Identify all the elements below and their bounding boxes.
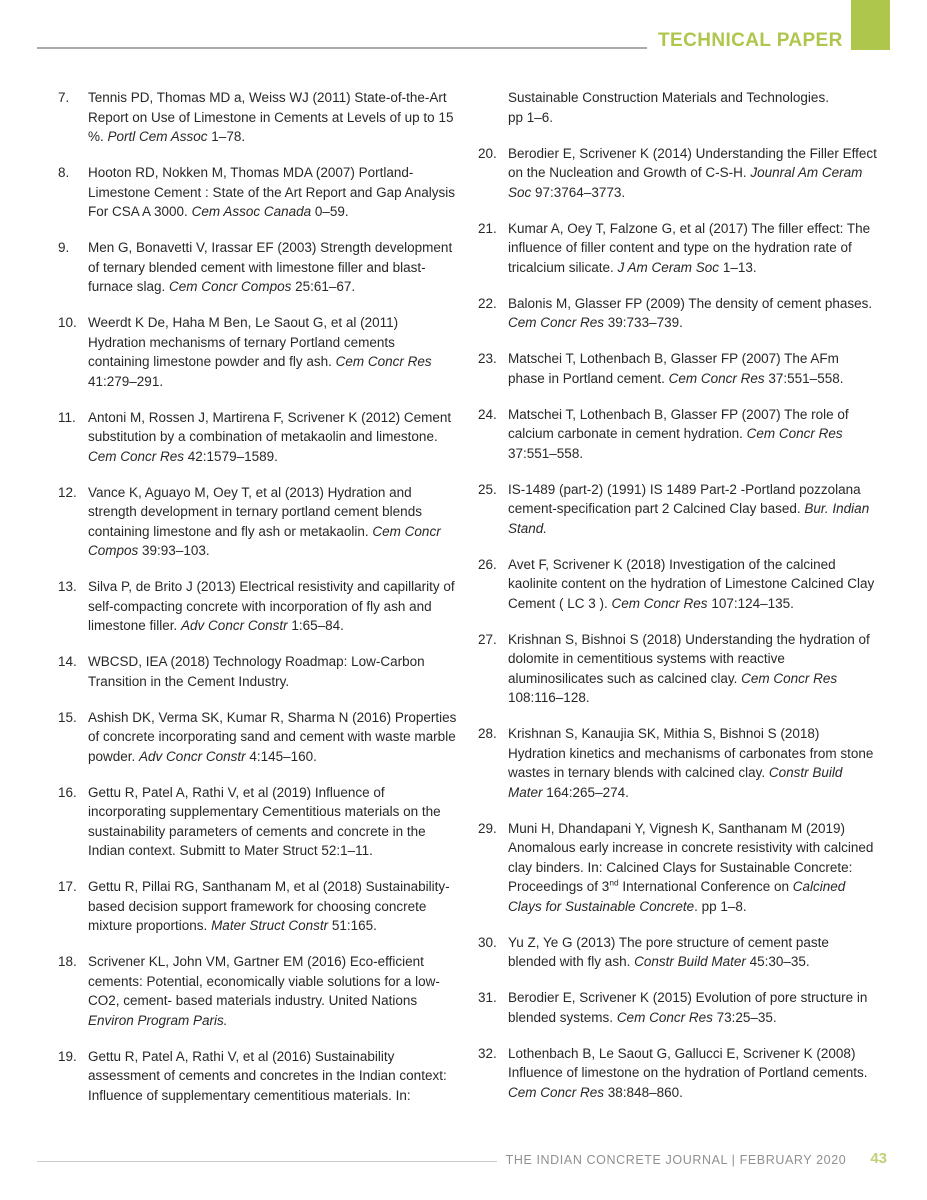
- reference-item: [58, 708, 458, 767]
- page-footer: [37, 1150, 890, 1167]
- reference-number: 32.: [478, 1045, 497, 1061]
- reference-text: Weerdt K De, Haha M Ben, Le Saout G, et al (2011) Hydration mechanisms of ternary Portland cements containing limestone powder and fly ash. Cem Concr Res 41:279–291.: [88, 315, 432, 389]
- header-accent-block: [851, 0, 890, 50]
- reference-item: [58, 483, 458, 561]
- reference-number: 17.: [58, 879, 77, 894]
- reference-number: 14.: [58, 654, 77, 669]
- reference-item: [478, 144, 878, 203]
- reference-number: 16.: [58, 784, 77, 800]
- reference-item: [478, 480, 878, 539]
- reference-text: WBCSD, IEA (2018) Technology Roadmap: Low-Carbon Transition in the Cement Industry.: [88, 654, 425, 689]
- reference-number: 11.: [58, 409, 76, 425]
- reference-text: Lothenbach B, Le Saout G, Gallucci E, Scrivener K (2008) Influence of limestone on the hydration of Portland cements. Cem Concr Res 38:848–860.: [508, 1045, 868, 1100]
- reference-item: [58, 577, 458, 636]
- reference-number: 22.: [478, 295, 497, 311]
- reference-text: Avet F, Scrivener K (2018) Investigation of the calcined kaolinite content on the hydration of Limestone Calcined Clay Cement ( LC 3 ). Cem Concr Res 107:124–135.: [508, 556, 875, 611]
- reference-item: [478, 555, 878, 614]
- reference-number: 8.: [58, 165, 70, 180]
- reference-number: 23.: [478, 351, 497, 366]
- reference-item: [478, 219, 878, 278]
- reference-text: Balonis M, Glasser FP (2009) The density of cement phases. Cem Concr Res 39:733–739.: [508, 295, 873, 330]
- reference-number: 31.: [478, 990, 497, 1005]
- reference-item: [478, 630, 878, 708]
- reference-number: 28.: [478, 726, 497, 741]
- reference-text: Tennis PD, Thomas MD a, Weiss WJ (2011) State-of-the-Art Report on Use of Limestone in Cements at Levels of up to 15 %. Portl Cem Assoc 1–78.: [88, 90, 454, 144]
- reference-item: [58, 652, 458, 691]
- reference-item: [58, 408, 458, 467]
- reference-text: Vance K, Aguayo M, Oey T, et al (2013) Hydration and strength development in ternary portland cement blends containing limestone and fly ash or metakaolin. Cem Concr Compos 39:93–103.: [88, 484, 441, 558]
- reference-item: [478, 724, 878, 802]
- reference-number: 24.: [478, 406, 497, 422]
- reference-text: Matschei T, Lothenbach B, Glasser FP (2007) The AFm phase in Portland cement. Cem Concr Res 37:551–558.: [508, 351, 844, 386]
- reference-item: [58, 1047, 458, 1106]
- reference-number: 20.: [478, 145, 497, 161]
- page-number: 43: [870, 1150, 887, 1167]
- reference-item: [58, 877, 458, 936]
- reference-text: Gettu R, Pillai RG, Santhanam M, et al (2018) Sustainability-based decision support framework for choosing concrete mixture proportions. Mater Struct Constr 51:165.: [88, 879, 450, 933]
- reference-number: 27.: [478, 631, 497, 647]
- reference-text: Berodier E, Scrivener K (2014) Understanding the Filler Effect on the Nucleation and Growth of C-S-H. Jounral Am Ceram Soc 97:3764–3773.: [508, 145, 877, 200]
- reference-item: [478, 405, 878, 464]
- reference-item: [478, 294, 878, 333]
- reference-text: Gettu R, Patel A, Rathi V, et al (2019) Influence of incorporating supplementary Cementitious materials on the sustainability parameters of cements and concrete in the Indian context. Submitt to Mater Struct 52:1–11.: [88, 784, 441, 858]
- reference-item: [478, 1044, 878, 1103]
- reference-number: [478, 88, 508, 127]
- reference-text: Matschei T, Lothenbach B, Glasser FP (2007) The role of calcium carbonate in cement hydration. Cem Concr Res 37:551–558.: [508, 406, 849, 461]
- reference-number: 9.: [58, 240, 70, 255]
- reference-text: Hooton RD, Nokken M, Thomas MDA (2007) Portland-Limestone Cement : State of the Art Report and Gap Analysis For CSA A 3000. Cem Assoc Canada 0–59.: [88, 165, 455, 219]
- reference-number: 30.: [478, 934, 497, 950]
- reference-text: Ashish DK, Verma SK, Kumar R, Sharma N (2016) Properties of concrete incorporating sand and cement with waste marble powder. Adv Concr Constr 4:145–160.: [88, 709, 457, 764]
- reference-number: 29.: [478, 820, 497, 836]
- reference-number: 12.: [58, 484, 77, 500]
- reference-text: Antoni M, Rossen J, Martirena F, Scrivener K (2012) Cement substitution by a combination of metakaolin and limestone. Cem Concr Res 42:1579–1589.: [88, 409, 452, 464]
- reference-number: 21.: [478, 220, 497, 236]
- reference-number: 7.: [58, 90, 70, 105]
- reference-text: Scrivener KL, John VM, Gartner EM (2016) Eco-efficient cements: Potential, economically viable solutions for a low-CO2, cement- based materials industry. United Nations Environ Program Paris.: [88, 954, 440, 1028]
- reference-text: Men G, Bonavetti V, Irassar EF (2003) Strength development of ternary blended cement with limestone filler and blast-furnace slag. Cem Concr Compos 25:61–67.: [88, 240, 453, 294]
- reference-item: [58, 163, 458, 222]
- reference-text: Kumar A, Oey T, Falzone G, et al (2017) The filler effect: The influence of filler content and type on the hydration rate of tricalcium silicate. J Am Ceram Soc 1–13.: [508, 220, 871, 275]
- header-rule: [37, 47, 647, 49]
- reference-item: [58, 783, 458, 861]
- reference-text: Sustainable Construction Materials and Technologies. pp 1–6.: [508, 90, 829, 125]
- reference-item: [58, 313, 458, 391]
- reference-number: 10.: [58, 315, 77, 330]
- references-column-left: [58, 88, 458, 1122]
- journal-footer-text: THE INDIAN CONCRETE JOURNAL | FEBRUARY 2020: [505, 1153, 847, 1167]
- reference-item: [478, 988, 878, 1027]
- reference-item: [478, 349, 878, 388]
- page-type-heading: TECHNICAL PAPER: [658, 30, 843, 51]
- reference-item: [58, 952, 458, 1030]
- reference-item: [478, 819, 878, 917]
- reference-text: Krishnan S, Bishnoi S (2018) Understanding the hydration of dolomite in cementitious systems with reactive aluminosilicates such as calcined clay. Cem Concr Res 108:116–128.: [508, 631, 870, 705]
- references-section: [58, 88, 875, 1122]
- reference-number: 26.: [478, 556, 497, 572]
- reference-number: 13.: [58, 579, 77, 594]
- reference-item: [478, 933, 878, 972]
- reference-item: [58, 238, 458, 297]
- reference-text: Krishnan S, Kanaujia SK, Mithia S, Bishnoi S (2018) Hydration kinetics and mechanisms of carbonates from stone wastes in ternary blends with calcined clay. Constr Build Mater 164:265–274.: [508, 726, 874, 800]
- reference-text: IS-1489 (part-2) (1991) IS 1489 Part-2 -Portland pozzolana cement-specification part 2 Calcined Clay based. Bur. Indian Stand.: [508, 481, 870, 536]
- references-column-right: [478, 88, 878, 1122]
- reference-text: Gettu R, Patel A, Rathi V, et al (2016) Sustainability assessment of cements and concretes in the Indian context: Influence of supplementary cementitious materials. In:: [88, 1048, 447, 1103]
- footer-rule: [37, 1161, 497, 1163]
- reference-number: 15.: [58, 709, 77, 725]
- reference-text: Muni H, Dhandapani Y, Vignesh K, Santhanam M (2019) Anomalous early increase in concrete resistivity with calcined clay binders. In: Calcined Clays for Sustainable Concrete: Proceedings of 3nd International Conference on Calcined Clays for Sustainable Concrete. pp 1–8.: [508, 820, 874, 914]
- reference-item: [58, 88, 458, 147]
- reference-number: 18.: [58, 954, 77, 969]
- reference-text: Berodier E, Scrivener K (2015) Evolution of pore structure in blended systems. Cem Concr Res 73:25–35.: [508, 990, 868, 1025]
- reference-number: 25.: [478, 481, 497, 497]
- reference-item: [478, 88, 878, 127]
- reference-text: Silva P, de Brito J (2013) Electrical resistivity and capillarity of self-compacting concrete with incorporation of fly ash and limestone filler. Adv Concr Constr 1:65–84.: [88, 579, 455, 633]
- reference-text: Yu Z, Ye G (2013) The pore structure of cement paste blended with fly ash. Constr Build Mater 45:30–35.: [508, 934, 829, 969]
- reference-number: 19.: [58, 1048, 77, 1064]
